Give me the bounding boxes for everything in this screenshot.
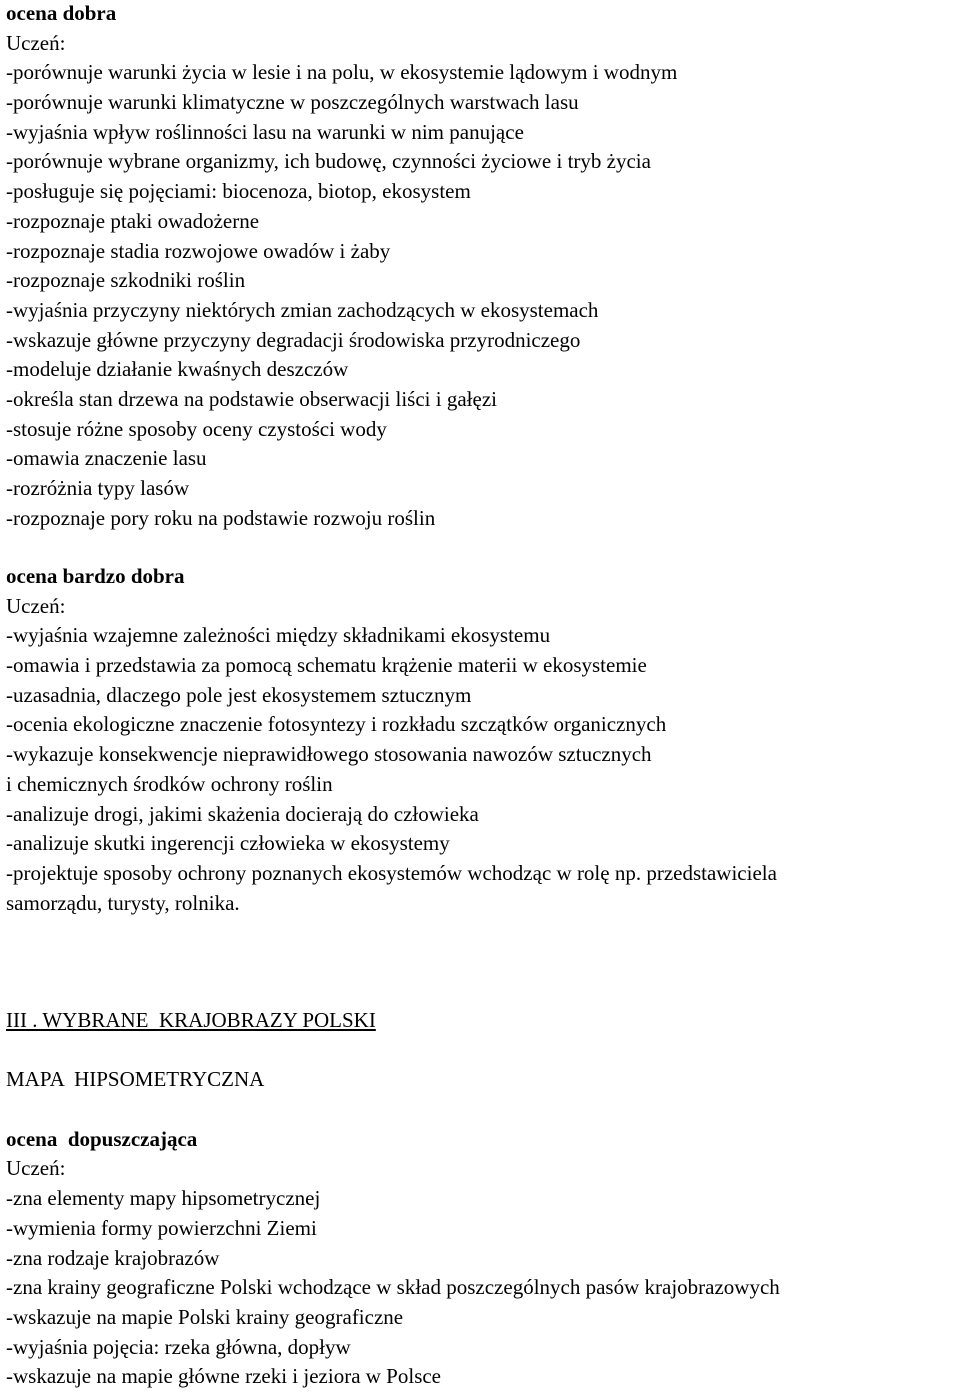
list-item: -wskazuje na mapie główne rzeki i jeziora w Polsce	[6, 1364, 442, 1389]
spacer	[6, 1095, 780, 1125]
list-item: -zna elementy mapy hipsometrycznej	[6, 1186, 321, 1211]
list-item: i chemicznych środków ochrony roślin	[6, 771, 333, 796]
list-item: -zna krainy geograficzne Polski wchodzące w skład poszczególnych pasów krajobrazowych	[6, 1275, 780, 1300]
list-item: -określa stan drzewa na podstawie obserwacji liści i gałęzi	[6, 386, 497, 411]
section-grade-very-good	[6, 562, 777, 918]
list-item: -wymienia formy powierzchni Ziemi	[6, 1215, 317, 1240]
list-item: -omawia znaczenie lasu	[6, 446, 207, 471]
list-item: -porównuje wybrane organizmy, ich budowę, czynności życiowe i tryb życia	[6, 149, 651, 174]
list-item: -posługuje się pojęciami: biocenoza, biotop, ekosystem	[6, 179, 471, 204]
list-item: -zna rodzaje krajobrazów	[6, 1245, 220, 1270]
list-item: -stosuje różne sposoby oceny czystości wody	[6, 416, 387, 441]
chapter-subtitle: MAPA HIPSOMETRYCZNA	[6, 1067, 265, 1092]
list-item: -modeluje działanie kwaśnych deszczów	[6, 357, 349, 382]
list-item: -porównuje warunki życia w lesie i na polu, w ekosystemie lądowym i wodnym	[6, 60, 678, 85]
list-item: samorządu, turysty, rolnika.	[6, 890, 240, 915]
student-label: Uczeń:	[6, 30, 66, 55]
list-item: -wyjaśnia wzajemne zależności między składnikami ekosystemu	[6, 623, 551, 648]
list-item: -rozpoznaje szkodniki roślin	[6, 268, 246, 293]
chapter-title: III . WYBRANE KRAJOBRAZY POLSKI	[6, 1008, 376, 1032]
list-item: -analizuje skutki ingerencji człowieka w ekosystemy	[6, 831, 450, 856]
student-label: Uczeń:	[6, 593, 66, 618]
section-grade-good	[6, 0, 677, 533]
list-item: -porównuje warunki klimatyczne w poszczególnych warstwach lasu	[6, 90, 579, 115]
spacer	[6, 1036, 780, 1066]
list-item: -wyjaśnia przyczyny niektórych zmian zachodzących w ekosystemach	[6, 297, 599, 322]
list-item: -wykazuje konsekwencje nieprawidłowego stosowania nawozów sztucznych	[6, 742, 652, 767]
list-item: -analizuje drogi, jakimi skażenia docierają do człowieka	[6, 801, 479, 826]
chapter-section	[6, 1006, 780, 1392]
section-heading: ocena dobra	[6, 1, 117, 25]
list-item: -wyjaśnia wpływ roślinności lasu na warunki w nim panujące	[6, 119, 524, 144]
list-item: -omawia i przedstawia za pomocą schematu krążenie materii w ekosystemie	[6, 653, 647, 678]
list-item: -wyjaśnia pojęcia: rzeka główna, dopływ	[6, 1334, 351, 1359]
list-item: -rozpoznaje pory roku na podstawie rozwoju roślin	[6, 505, 436, 530]
list-item: -projektuje sposoby ochrony poznanych ekosystemów wchodząc w rolę np. przedstawiciela	[6, 860, 777, 885]
list-item: -rozróżnia typy lasów	[6, 476, 190, 500]
student-label: Uczeń:	[6, 1156, 66, 1181]
section-heading: ocena bardzo dobra	[6, 564, 185, 588]
list-item: -rozpoznaje ptaki owadożerne	[6, 208, 260, 233]
list-item: -ocenia ekologiczne znaczenie fotosyntezy i rozkładu szczątków organicznych	[6, 712, 667, 737]
list-item: -wskazuje główne przyczyny degradacji środowiska przyrodniczego	[6, 327, 581, 352]
section-heading: ocena dopuszczająca	[6, 1126, 198, 1151]
list-item: -uzasadnia, dlaczego pole jest ekosystemem sztucznym	[6, 682, 472, 707]
list-item: -wskazuje na mapie Polski krainy geograficzne	[6, 1304, 404, 1329]
list-item: -rozpoznaje stadia rozwojowe owadów i żaby	[6, 238, 391, 263]
